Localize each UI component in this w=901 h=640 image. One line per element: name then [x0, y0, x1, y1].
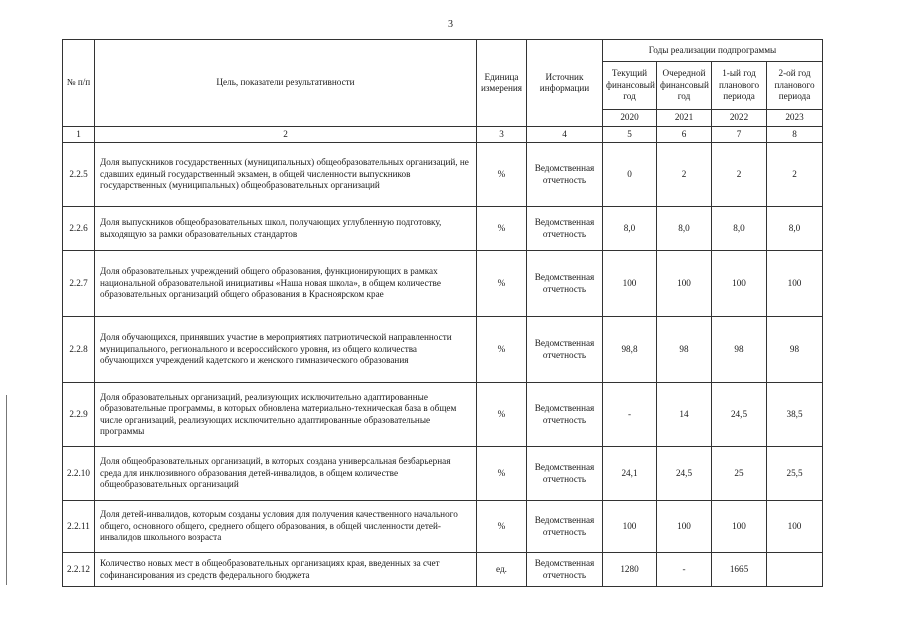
row-value-2020: 24,1 [603, 447, 657, 501]
row-value-2022: 24,5 [712, 383, 767, 447]
row-unit: % [477, 447, 527, 501]
row-source: Ведомственная отчетность [527, 207, 603, 251]
row-goal: Доля выпускников государственных (муниципальных) общеобразовательных организаций, не сдавших единый государственный экзамен, в общей численности выпускников государственных (муниципальных) общеобразовательных организаций [95, 143, 477, 207]
row-source: Ведомственная отчетность [527, 553, 603, 587]
row-goal: Доля обучающихся, принявших участие в мероприятиях патриотической направленности муниципального, регионального и всероссийского уровня, из общего количества обучающихся учреждений кадетского и женского гимназического образования [95, 317, 477, 383]
row-value-2020: 1280 [603, 553, 657, 587]
row-unit: % [477, 251, 527, 317]
row-source: Ведомственная отчетность [527, 317, 603, 383]
header-source: Источник информации [527, 40, 603, 127]
row-value-2023: 100 [767, 501, 823, 553]
row-value-2022: 100 [712, 501, 767, 553]
indicators-table [62, 39, 823, 587]
header-year: 2020 [603, 110, 657, 127]
column-number: 7 [712, 127, 767, 143]
column-number: 5 [603, 127, 657, 143]
row-value-2020: 100 [603, 251, 657, 317]
scan-margin-line [6, 395, 7, 585]
row-value-2021: - [657, 553, 712, 587]
row-value-2021: 8,0 [657, 207, 712, 251]
row-unit: % [477, 317, 527, 383]
column-number: 3 [477, 127, 527, 143]
row-number: 2.2.5 [63, 143, 95, 207]
column-number: 2 [95, 127, 477, 143]
row-number: 2.2.7 [63, 251, 95, 317]
row-value-2022: 2 [712, 143, 767, 207]
table-row [63, 447, 823, 501]
table-row [63, 383, 823, 447]
row-value-2023: 25,5 [767, 447, 823, 501]
row-value-2020: 98,8 [603, 317, 657, 383]
row-value-2021: 2 [657, 143, 712, 207]
table-row [63, 553, 823, 587]
column-number: 8 [767, 127, 823, 143]
row-value-2022: 8,0 [712, 207, 767, 251]
row-number: 2.2.11 [63, 501, 95, 553]
row-unit: % [477, 143, 527, 207]
column-number: 6 [657, 127, 712, 143]
row-value-2021: 14 [657, 383, 712, 447]
table-row [63, 207, 823, 251]
table-row [63, 317, 823, 383]
header-years-group: Годы реализации подпрограммы [603, 40, 823, 62]
row-value-2023: 2 [767, 143, 823, 207]
row-source: Ведомственная отчетность [527, 143, 603, 207]
row-goal: Доля выпускников общеобразовательных школ, получающих углубленную подготовку, выходящую за рамки образовательных стандартов [95, 207, 477, 251]
header-year: 2023 [767, 110, 823, 127]
row-value-2023: 38,5 [767, 383, 823, 447]
row-unit: % [477, 383, 527, 447]
column-number: 1 [63, 127, 95, 143]
row-number: 2.2.8 [63, 317, 95, 383]
row-source: Ведомственная отчетность [527, 447, 603, 501]
table-row [63, 501, 823, 553]
page-number: 3 [448, 19, 453, 30]
row-value-2021: 100 [657, 251, 712, 317]
header-year-label: Текущий финансовый год [603, 62, 657, 110]
header-year-label: 2-ой год планового периода [767, 62, 823, 110]
row-source: Ведомственная отчетность [527, 501, 603, 553]
table-row [63, 143, 823, 207]
row-value-2020: 8,0 [603, 207, 657, 251]
row-value-2022: 1665 [712, 553, 767, 587]
row-goal: Количество новых мест в общеобразовательных организациях края, введенных за счет софинансирования из средств федерального бюджета [95, 553, 477, 587]
row-value-2023 [767, 553, 823, 587]
column-number: 4 [527, 127, 603, 143]
row-number: 2.2.6 [63, 207, 95, 251]
row-goal: Доля детей-инвалидов, которым созданы условия для получения качественного начального общего, основного общего, среднего общего образования, в общей численности детей-инвалидов школьного возраста [95, 501, 477, 553]
header-year-label: 1-ый год планового периода [712, 62, 767, 110]
row-value-2023: 100 [767, 251, 823, 317]
header-year: 2021 [657, 110, 712, 127]
row-value-2023: 8,0 [767, 207, 823, 251]
row-goal: Доля образовательных организаций, реализующих исключительно адаптированные образовательные программы, в которых обновлена материально-техническая база в общем числе организаций, реализующих исключительно адаптированные образовательные программы [95, 383, 477, 447]
header-year-label: Очередной финансовый год [657, 62, 712, 110]
row-value-2022: 98 [712, 317, 767, 383]
row-value-2021: 98 [657, 317, 712, 383]
row-value-2023: 98 [767, 317, 823, 383]
row-source: Ведомственная отчетность [527, 251, 603, 317]
header-goal: Цель, показатели результативности [95, 40, 477, 127]
row-value-2020: - [603, 383, 657, 447]
row-unit: ед. [477, 553, 527, 587]
header-year: 2022 [712, 110, 767, 127]
header-no: № п/п [63, 40, 95, 127]
row-unit: % [477, 501, 527, 553]
row-source: Ведомственная отчетность [527, 383, 603, 447]
row-value-2022: 100 [712, 251, 767, 317]
row-goal: Доля общеобразовательных организаций, в которых создана универсальная безбарьерная среда для инклюзивного образования детей-инвалидов, в общем количестве общеобразовательных организаций [95, 447, 477, 501]
row-number: 2.2.10 [63, 447, 95, 501]
row-value-2021: 24,5 [657, 447, 712, 501]
row-value-2021: 100 [657, 501, 712, 553]
header-unit: Единица измерения [477, 40, 527, 127]
row-value-2020: 100 [603, 501, 657, 553]
row-number: 2.2.9 [63, 383, 95, 447]
table-row [63, 251, 823, 317]
row-number: 2.2.12 [63, 553, 95, 587]
row-unit: % [477, 207, 527, 251]
row-value-2020: 0 [603, 143, 657, 207]
row-goal: Доля образовательных учреждений общего образования, функционирующих в рамках национальной образовательной инициативы «Наша новая школа», в общем количестве образовательных организаций общего образования в Красноярском крае [95, 251, 477, 317]
row-value-2022: 25 [712, 447, 767, 501]
